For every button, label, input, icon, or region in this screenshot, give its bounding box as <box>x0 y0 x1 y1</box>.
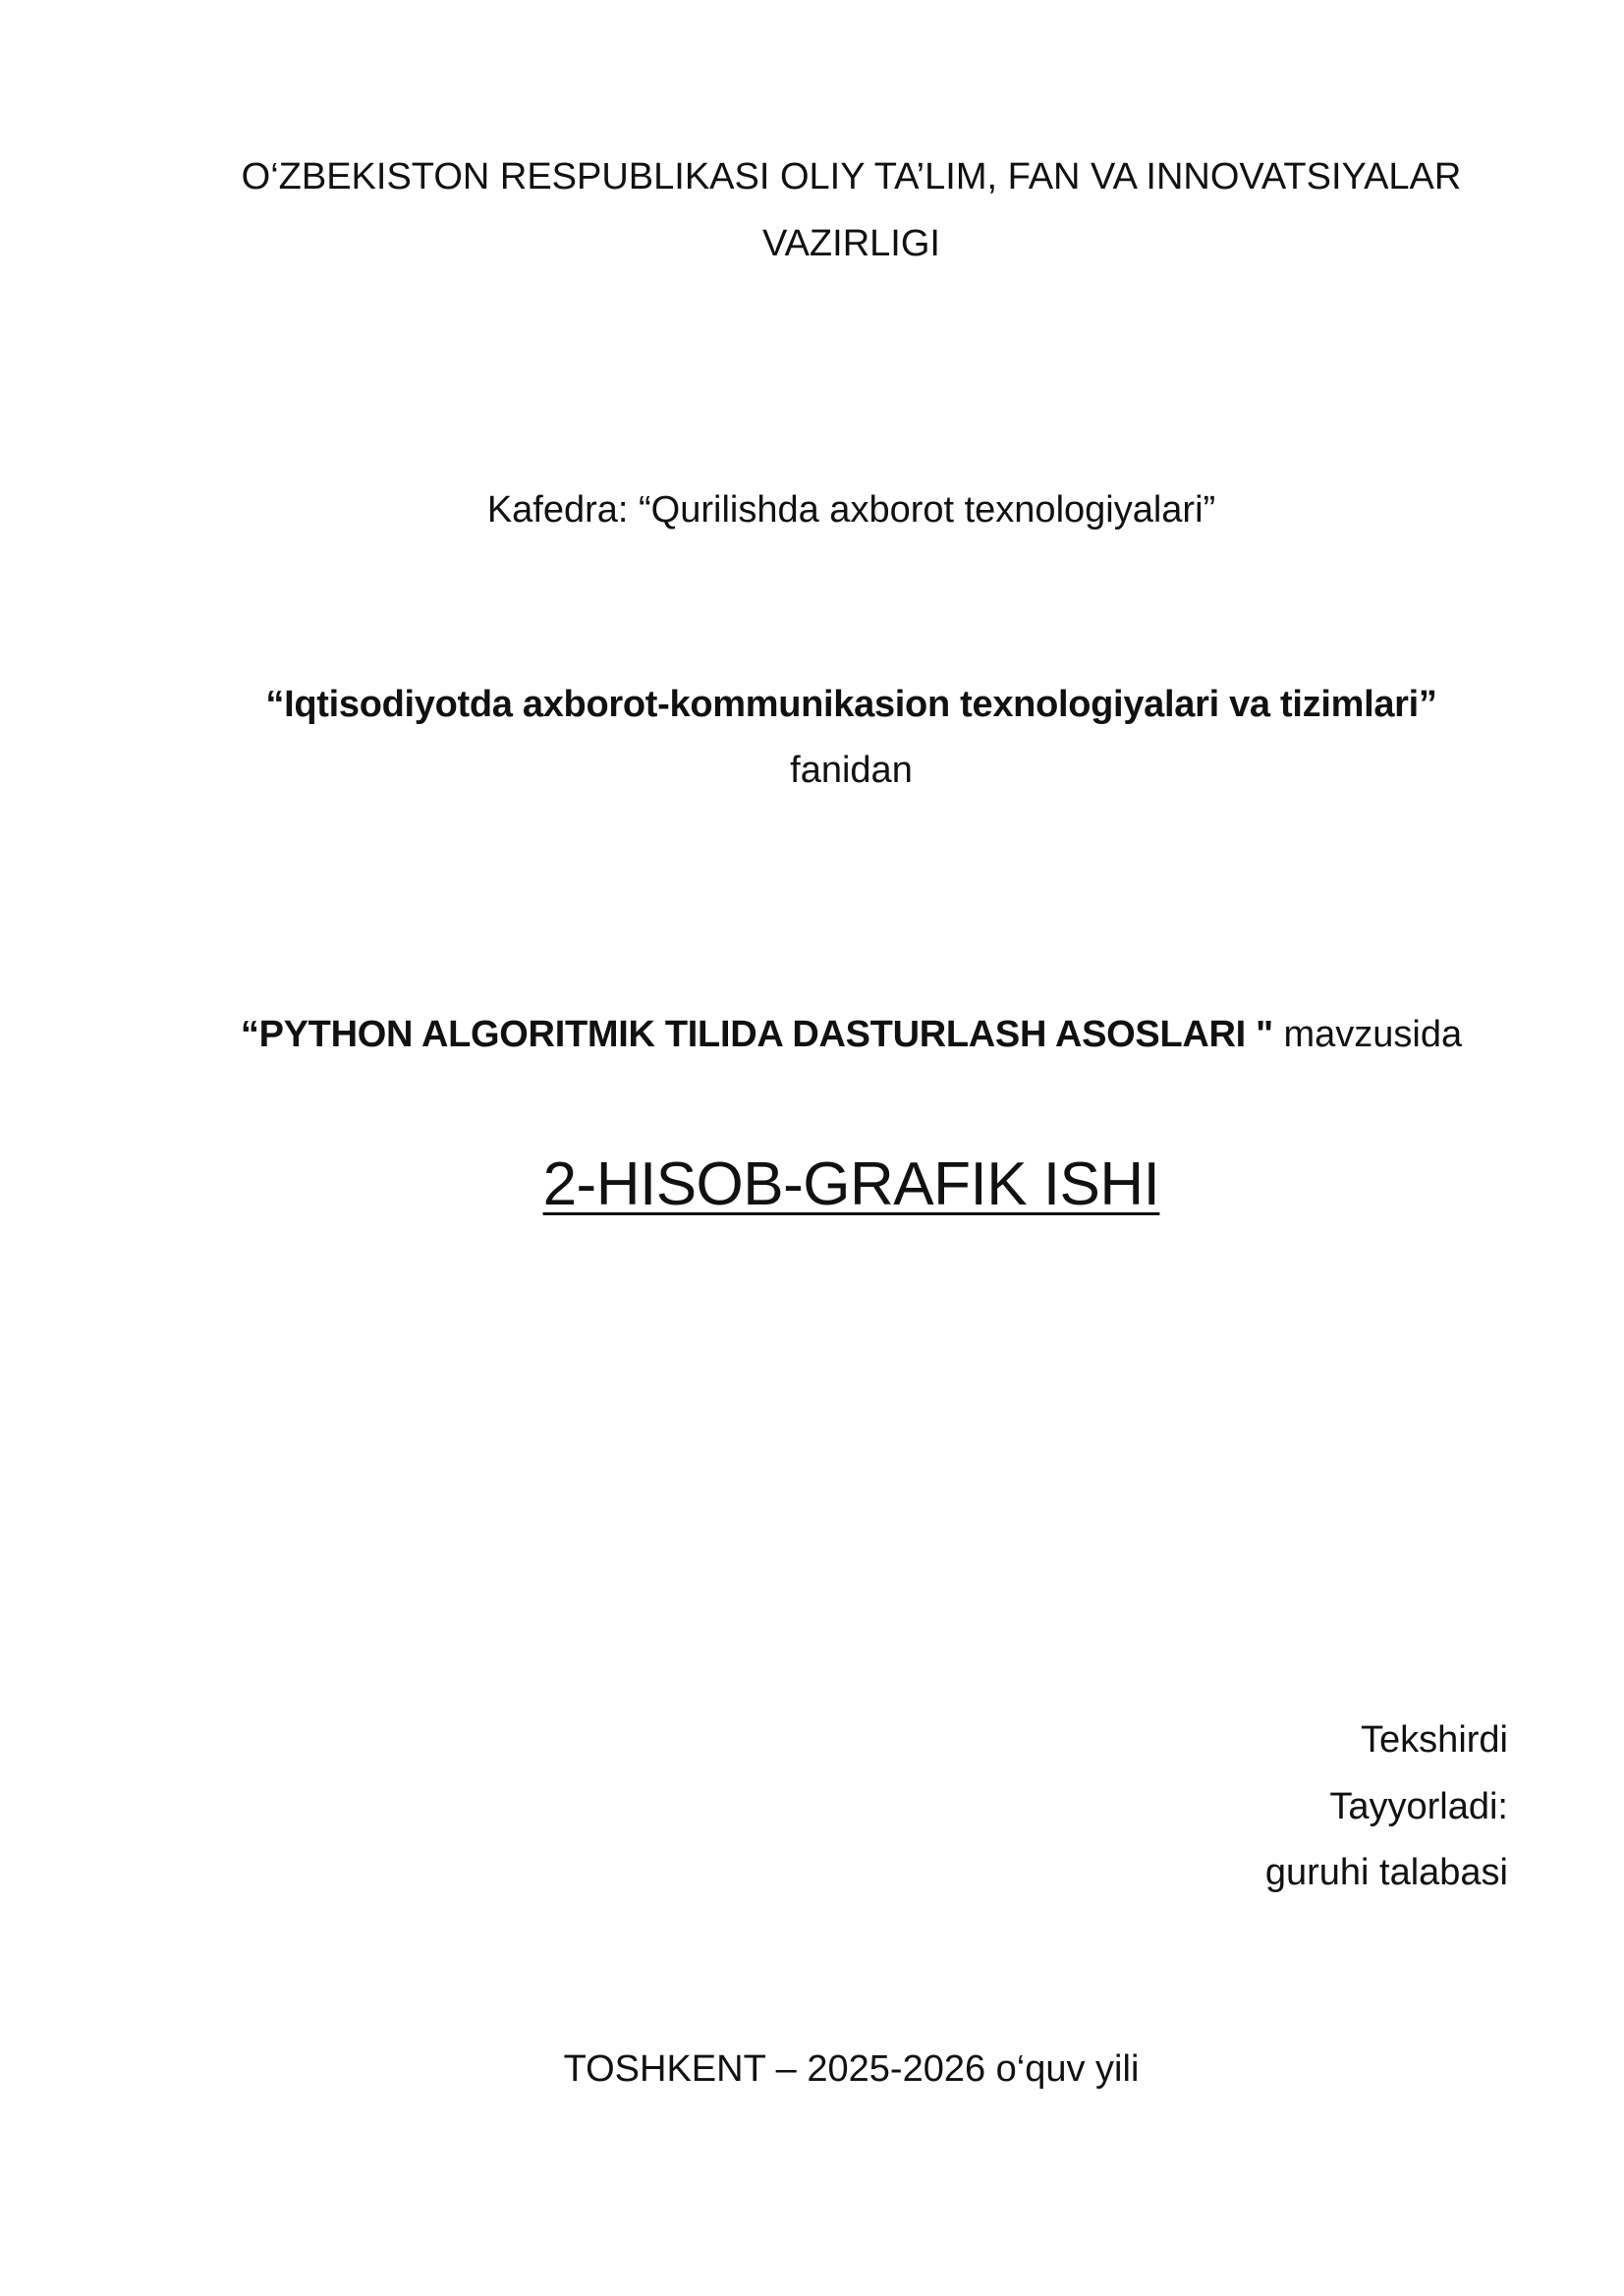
work-title: 2-HISOB-GRAFIK ISHI <box>542 1150 1160 1218</box>
prepared-by-label: Tayyorladi: <box>1329 1786 1508 1827</box>
department-name: Kafedra: “Qurilishda axborot texnologiyalari” <box>486 489 1216 531</box>
subject-suffix: fanidan <box>790 750 913 791</box>
ministry-name-line1: O‘ZBEKISTON RESPUBLIKASI OLIY TA’LIM, FAN VA INNOVATSIYALAR <box>241 156 1462 197</box>
footer-city-year: TOSHKENT – 2025-2026 o‘quv yili <box>563 2048 1140 2090</box>
subject-title <box>39 681 1624 728</box>
topic-name: “PYTHON ALGORITMIK TILIDA DASTURLASH ASOSLARI " <box>240 1014 1273 1055</box>
checked-by-label: Tekshirdi <box>1361 1719 1508 1761</box>
student-group-label: guruhi talabasi <box>1264 1852 1508 1893</box>
topic-suffix: mavzusida <box>1272 1014 1463 1055</box>
subject-name: “Iqtisodiyotda axborot-kommunikasion texnologiyalari va tizimlari” <box>265 684 1437 725</box>
topic-title <box>39 1011 1624 1058</box>
ministry-name-line2: VAZIRLIGI <box>762 223 940 264</box>
